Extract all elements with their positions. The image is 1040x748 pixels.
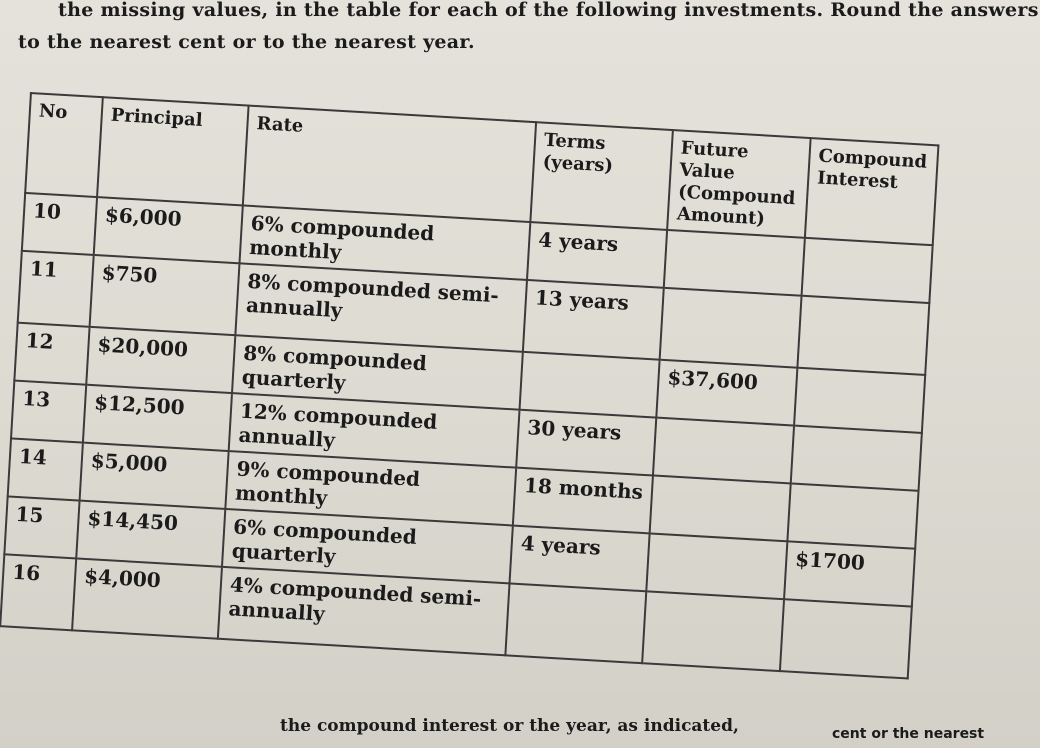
cell-terms: 18 months bbox=[513, 468, 653, 534]
cell-future-value bbox=[653, 418, 794, 484]
footer-line-1: the compound interest or the year, as indicated, bbox=[280, 716, 739, 736]
cell-no: 11 bbox=[18, 251, 94, 327]
cell-principal: $20,000 bbox=[86, 327, 235, 393]
header-principal: Principal bbox=[97, 97, 249, 205]
cell-compound-interest bbox=[791, 426, 922, 491]
cell-terms bbox=[520, 352, 660, 418]
cell-no: 13 bbox=[11, 381, 86, 443]
cell-terms: 30 years bbox=[516, 410, 656, 476]
cell-principal: $14,450 bbox=[76, 501, 225, 567]
cell-terms: 13 years bbox=[523, 280, 664, 360]
cell-future-value bbox=[660, 288, 802, 368]
cell-principal: $5,000 bbox=[80, 443, 229, 509]
instructions-line-2: to the nearest cent or to the nearest year. bbox=[18, 31, 475, 53]
cell-terms: 4 years bbox=[510, 526, 650, 592]
cell-rate: 6% compounded quarterly bbox=[222, 509, 513, 583]
cell-rate: 4% compounded semi-annually bbox=[218, 567, 510, 655]
cell-no: 14 bbox=[8, 438, 83, 500]
header-rate: Rate bbox=[243, 106, 536, 222]
cell-principal: $750 bbox=[90, 255, 240, 335]
cell-future-value bbox=[642, 591, 784, 671]
instructions bbox=[18, 0, 1039, 58]
cell-rate: 9% compounded monthly bbox=[225, 451, 516, 525]
cell-future-value: $37,600 bbox=[656, 360, 797, 426]
cell-compound-interest bbox=[797, 296, 929, 375]
header-terms: Terms (years) bbox=[530, 122, 672, 230]
cell-no: 10 bbox=[22, 193, 97, 255]
cell-principal: $6,000 bbox=[94, 197, 243, 263]
header-compound-interest: Compound Interest bbox=[805, 138, 939, 245]
cell-no: 12 bbox=[14, 323, 89, 385]
header-future-value: Future Value (Compound Amount) bbox=[667, 130, 811, 238]
cell-future-value bbox=[664, 230, 805, 296]
cell-no: 15 bbox=[4, 496, 79, 558]
cell-no: 16 bbox=[0, 554, 76, 630]
cell-compound-interest bbox=[780, 599, 912, 678]
cell-future-value bbox=[646, 533, 787, 599]
cell-future-value bbox=[650, 475, 791, 541]
cell-rate: 8% compounded semi-annually bbox=[235, 263, 527, 351]
cell-principal: $4,000 bbox=[72, 558, 222, 638]
cell-principal: $12,500 bbox=[83, 385, 232, 451]
cell-compound-interest: $1700 bbox=[784, 541, 915, 606]
investment-table bbox=[0, 92, 939, 680]
footer-line-2: cent or the nearest bbox=[832, 726, 985, 742]
cell-rate: 8% compounded quarterly bbox=[232, 335, 523, 409]
cell-compound-interest bbox=[794, 368, 925, 433]
cell-terms bbox=[505, 583, 646, 663]
cell-rate: 12% compounded annually bbox=[229, 393, 520, 467]
instructions-line-1: the missing values, in the table for each of the following investments. Round the answers bbox=[58, 0, 1039, 21]
investment-table-wrap bbox=[0, 92, 939, 680]
cell-compound-interest bbox=[801, 238, 932, 303]
cell-terms: 4 years bbox=[527, 222, 667, 288]
cell-compound-interest bbox=[787, 483, 918, 548]
cell-rate: 6% compounded monthly bbox=[239, 205, 530, 279]
header-no: No bbox=[25, 93, 103, 197]
